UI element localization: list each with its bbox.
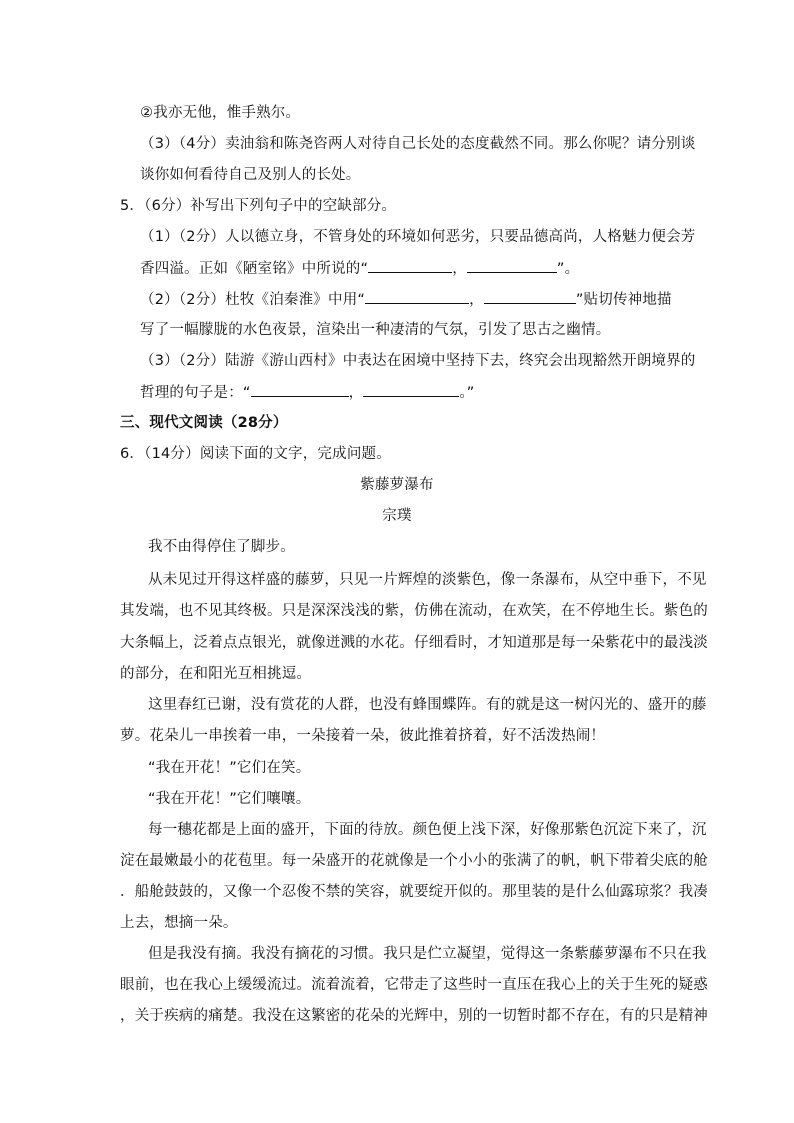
passage-paragraph: 我不由得停住了脚步。 [148,539,295,555]
q4-sub3-line1: （3）（4分）卖油翁和陈尧咨两人对待自己长处的态度截然不同。那么你呢？请分别谈 [140,136,696,152]
q4-item-2: ②我亦无他，惟手熟尔。 [140,105,301,121]
q5-sub2-line1: （2）（2分）杜牧《泊秦淮》中用“ ， ”贴切传神地描 [140,289,672,310]
passage-line: 这里春红已谢，没有赏花的人群，也没有蜂围蝶阵。有的就是这一树闪光的、盛开的藤 [148,697,707,713]
answer-blank[interactable] [368,258,452,273]
answer-blank[interactable] [484,289,576,304]
q5-sub1-line1: （1）（2分）人以德立身，不管身处的环境如何恶劣，只要品德高尚，人格魅力便会芳 [140,229,696,245]
passage-line: 萝。花朵儿一串挨着一串，一朵接着一朵，彼此推着挤着，好不活泼热闹！ [120,728,606,744]
passage-line: ．船舱鼓鼓的，又像一个忍俊不禁的笑容，就要绽开似的。那里装的是什么仙露琼浆？我凑 [120,884,708,900]
passage-line: 眼前，也在我心上缓缓流过。流着流着，它带走了这些时一直压在我心上的关于生死的疑惑 [120,977,708,993]
passage-line: 的部分，在和阳光互相挑逗。 [120,666,312,682]
passage-line: 从未见过开得这样盛的藤萝，只见一片辉煌的淡紫色，像一条瀑布，从空中垂下，不见 [148,572,707,588]
passage-line: 上去，想摘一朵。 [120,915,238,931]
q5-sub2-line2: 写了一幅朦胧的水色夜景，渲染出一种凄清的气氛，引发了思古之幽情。 [140,322,611,338]
passage-line: 淀在最嫩最小的花苞里。每一朵盛开的花就像是一个小小的张满了的帆，帆下带着尖底的舱 [120,853,708,869]
q5-sub1-line2: 香四溢。正如《陋室铭》中所说的“ ， ”。 [140,258,579,279]
passage-line: 其发端，也不见其终极。只是深深浅浅的紫，仿佛在流动，在欢笑，在不停地生长。紫色的 [120,603,708,619]
passage-line: 大条幅上，泛着点点银光，就像迸溅的水花。仔细看时，才知道那是每一朵紫花中的最浅淡 [120,635,708,651]
passage-line: ，关于疾病的痛楚。我没在这繁密的花朵的光辉中，别的一切暂时都不存在，有的只是精神 [120,1008,708,1024]
answer-blank[interactable] [363,382,459,397]
q5-stem: 5．（6分）补写出下列句子中的空缺部分。 [120,198,397,214]
q6-stem: 6．（14分）阅读下面的文字，完成问题。 [120,446,391,462]
q5-sub3-line2: 哲理的句子是：“ ， 。” [140,382,475,403]
passage-line: 但是我没有摘。我没有摘花的习惯。我只是伫立凝望，觉得这一条紫藤萝瀑布不只在我 [148,946,707,962]
answer-blank[interactable] [467,258,557,273]
passage-author: 宗璞 [382,508,412,524]
section-heading: 三、现代文阅读（28分） [120,415,288,431]
passage-line: 每一穗花都是上面的盛开，下面的待放。颜色便上浅下深，好像那紫色沉淀下来了，沉 [148,822,707,838]
answer-blank[interactable] [365,289,469,304]
passage-title: 紫藤萝瀑布 [360,477,434,493]
passage-paragraph: “我在开花！”它们在笑。 [148,760,311,776]
q4-sub3-line2: 谈你如何看待自己及别人的长处。 [140,167,361,183]
passage-paragraph: “我在开花！”它们嚷嚷。 [148,791,311,807]
answer-blank[interactable] [251,382,349,397]
q5-sub3-line1: （3）（2分）陆游《游山西村》中表达在困境中坚持下去，终究会出现豁然开朗境界的 [140,353,696,369]
